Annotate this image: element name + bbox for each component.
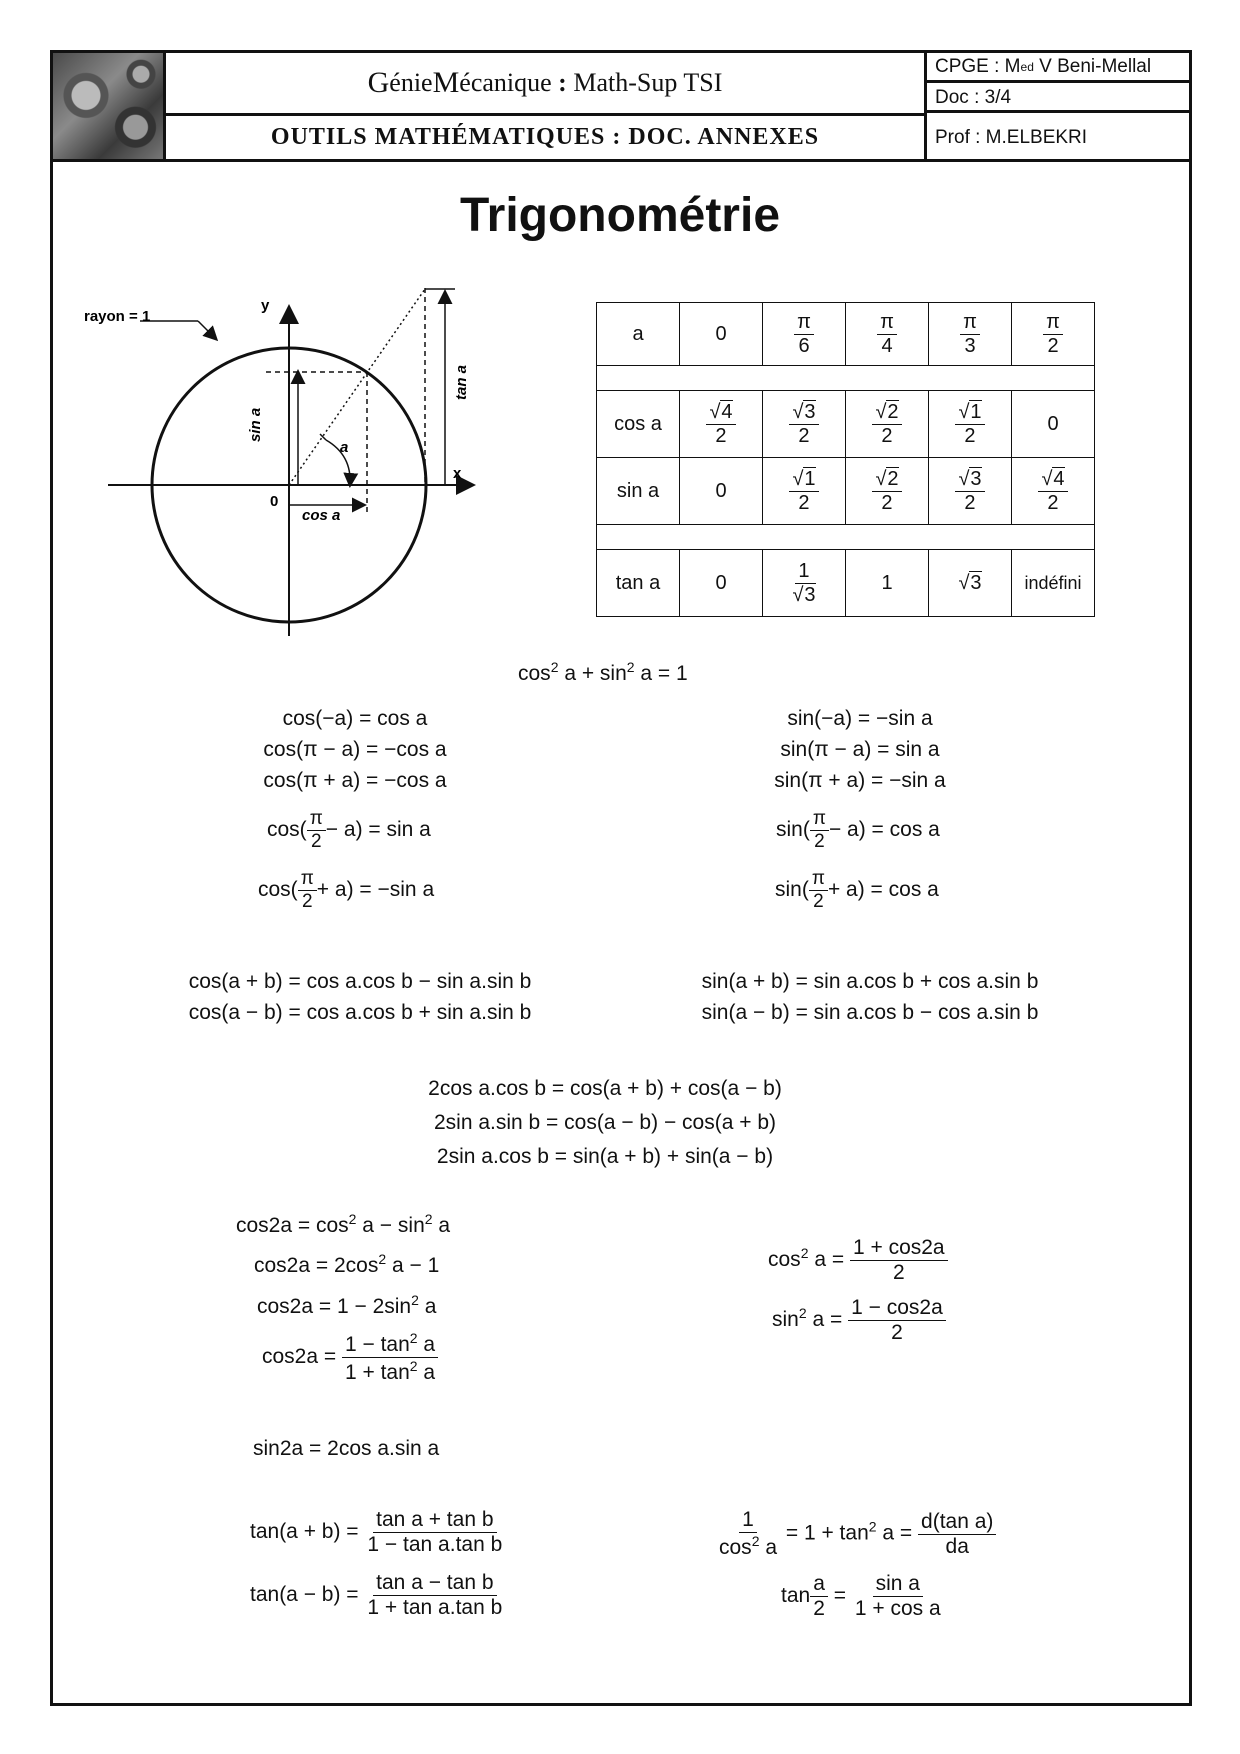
cos-addition-block: cos(a + b) = cos a.cos b − sin a.sin b cos(a − b) = cos a.cos b + sin a.sin b [188,970,532,1024]
angle-label: a [340,439,349,456]
cos-half-minus: cos( $\frac{\pi}{2}$ − a) = sin a [267,808,431,852]
cos-symmetry-block: cos(−a) = cos a cos(π − a) = −cos a cos(π + a) = −cos a [263,707,447,792]
tan-difference-formula: tan(a − b) = $\frac{\text{tan a − tan b}}{\text{1 + tan a.tan b}}$ [250,1571,503,1620]
table-row: sin a 0 $\frac{√1}{2}$ $\frac{√2}{2}$ $\frac{√3}{2}$ $\frac{√4}{2}$ [597,458,1095,525]
sin-square-formula: $\sin^2 a$ = $\frac{1 - \cos 2a}{2}$ [772,1296,946,1345]
header [53,53,1189,162]
cos2a-formula-2: $\cos 2a = 2\cos^2$ a − 1 [254,1251,440,1277]
cos2a-formula-1: $\cos 2a = \cos^2 a - \sin^2 a$ [236,1211,451,1237]
prof-cell: Prof : M.ELBEKRI [935,126,1088,148]
y-label: y [261,297,270,314]
header-subtitle: OUTILS MATHÉMATIQUES : DOC. ANNEXES [166,116,927,159]
cpge-cell: CPGE : M ed V Beni-Mellal [927,53,1189,83]
cos-label: cos a [302,507,341,524]
doc-cell: Doc : 3/4 [927,86,1189,113]
cos2a-formula-3: $\cos 2a = 1 - 2\sin^2$ a [257,1292,437,1318]
sin-addition-block: sin(a + b) = sin a.cos b + cos a.sin b sin(a − b) = sin a.cos b − cos a.sin b [701,970,1039,1024]
tan-sum-formula: tan(a + b) = $\frac{\text{tan a + tan b}}{\text{1 − tan a.tan b}}$ [250,1508,503,1557]
sin-half-minus: sin( $\frac{\pi}{2}$ − a) = cos a [776,808,940,852]
product-formulas-block: 2cos a.cos b = cos(a + b) + cos(a − b) 2sin a.sin b = cos(a − b) − cos(a + b) 2sin a.cos b = sin(a + b) + sin(a − b) [428,1077,782,1168]
cos2a-formula-4: cos2a = $\frac{1 - \tan^2 a}{1 + \tan^2 a}$ [262,1330,438,1385]
table-row: a 0 $\frac{\pi}{6}$ $\frac{\pi}{4}$ $\frac{\pi}{3}$ $\frac{\pi}{2}$ [597,303,1095,366]
radius-line [289,289,425,485]
table-row: tan a 0 $\frac{1}{√3}$ 1 √3 indéfini [597,550,1095,617]
sin-symmetry-block: sin(−a) = −sin a sin(π − a) = sin a sin(π + a) = −sin a [774,707,946,792]
x-label: x [453,465,462,482]
unit-circle-diagram [70,280,490,650]
tan-half-angle-formula: tan $\frac{a}{2}$ = $\frac{\text{sin a}}{\text{1 + cos a}}$ [781,1572,941,1621]
page-title: Trigonométrie [459,189,781,242]
sin-half-plus: sin( $\frac{\pi}{2}$ + a) = cos a [775,868,939,912]
rayon-leader-arrow [198,321,216,339]
origin-label: 0 [270,493,279,510]
tan-label: tan a [453,364,470,400]
cos-half-plus: cos( $\frac{\pi}{2}$ + a) = −sin a [258,868,435,912]
rayon-label: rayon = 1 [84,308,151,325]
table-row: cos a $\frac{√4}{2}$ $\frac{√3}{2}$ $\frac{√2}{2}$ $\frac{√1}{2}$ 0 [597,391,1095,458]
sin2a-formula: sin2a = 2cos a.sin a [253,1437,440,1460]
trig-values-table [596,302,1095,617]
sin-label: sin a [247,407,264,442]
header-title: G énie M écanique : Math-Sup TSI [166,53,927,116]
gears-logo [53,53,166,159]
pythagorean-identity: $\cos^2 a + \sin^2 a = 1$ [518,659,688,685]
tan-derivative-formula: $\frac{1}{\cos^2 a}$ = $1 + \tan^2 a$ = $\frac{\text{d(tan a)}}{da}$ [716,1508,996,1560]
cos-square-formula: $\cos^2 a$ = $\frac{1 + \cos 2a}{2}$ [768,1236,948,1285]
